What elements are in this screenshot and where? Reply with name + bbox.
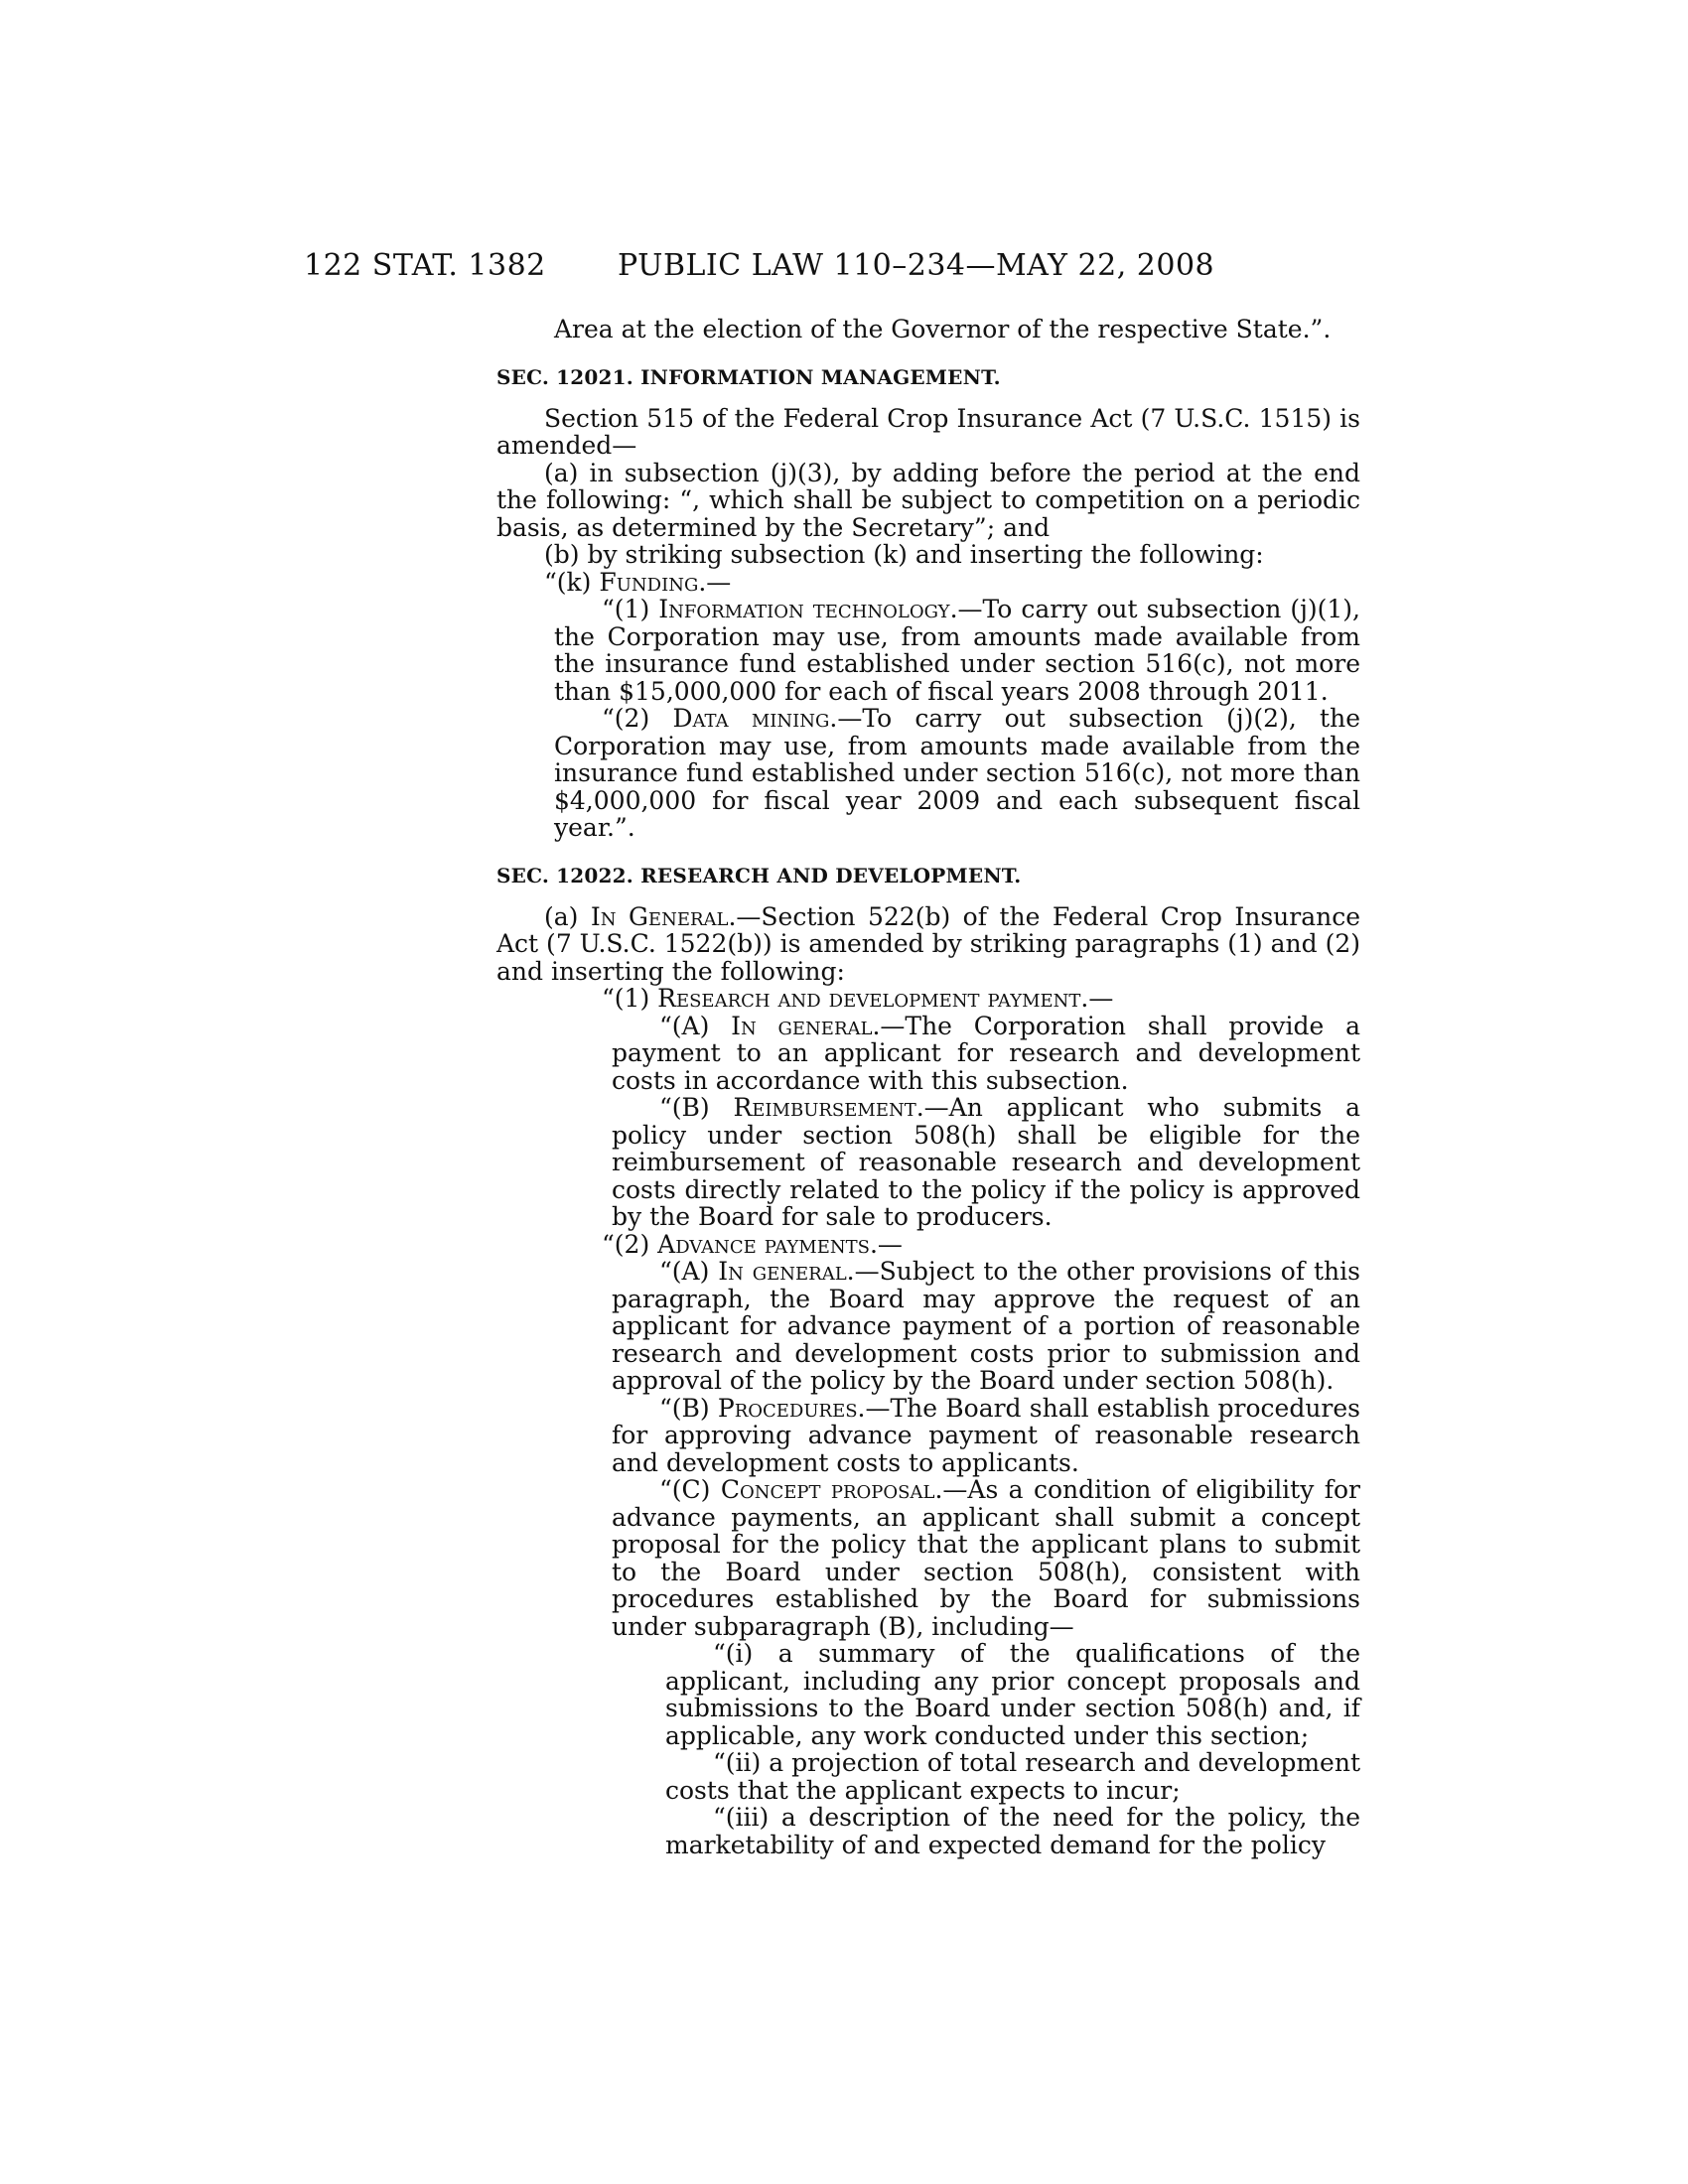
paragraph-2-C — [612, 1476, 1360, 1640]
statute-text — [496, 316, 1360, 1858]
k1-open: “(1) — [602, 595, 659, 623]
sec2-a-title: In General — [590, 901, 729, 931]
k1-title: Information technology — [658, 595, 950, 623]
paragraph-2-heading — [554, 1231, 1360, 1259]
sec2-a-open: (a) — [544, 901, 591, 931]
p1A-open: “(A) — [659, 1011, 732, 1040]
paragraph-1-B — [612, 1094, 1360, 1231]
subsection-k-open: “(k) — [544, 567, 600, 597]
p1B-text: .—An applicant who submits a policy under section 508(h) shall be eligible for the reimbursement of reasonable research and development costs directly related to the policy if the policy is approved by the Board for sale to producers. — [612, 1093, 1360, 1231]
subsection-k-title: Funding — [599, 567, 699, 597]
p2A-open: “(A) — [659, 1257, 719, 1286]
paragraph-1-heading — [554, 985, 1360, 1013]
p2-dash: .— — [869, 1229, 903, 1259]
p1A-title: In general — [731, 1011, 873, 1040]
p2A-text: .—Subject to the other provisions of this paragraph, the Board may approve the request of an applicant for advance payment of a portion of reasonable research and development costs prior to submission and approval of the policy by the Board under section 508(h). — [612, 1257, 1360, 1395]
subsection-k-dash: .— — [698, 567, 732, 597]
paragraph-2-B — [612, 1395, 1360, 1477]
paragraph-2-A — [612, 1258, 1360, 1395]
public-law-title: PUBLIC LAW 110–234—MAY 22, 2008 — [618, 248, 1215, 283]
section-heading-12022: SEC. 12022. RESEARCH AND DEVELOPMENT. — [496, 863, 1022, 887]
p1-dash: .— — [1080, 984, 1114, 1013]
p2-title: Advance payments — [657, 1229, 870, 1259]
subsection-k-heading — [496, 569, 1360, 597]
p2B-open: “(B) — [659, 1393, 718, 1423]
k2-title: Data mining — [672, 704, 830, 733]
k1-text: .—To carry out subsection (j)(1), the Corporation may use, from amounts made available from the insurance fund established under section 516(c), not more than $15,000,000 for each of fiscal years 2008 through 2011. — [554, 595, 1361, 706]
stat-page-reference: 122 STAT. 1382 — [304, 248, 546, 283]
k2-open: “(2) — [602, 704, 673, 733]
running-header — [0, 248, 1688, 288]
clause-iii: “(iii) a description of the need for the policy, the marketability of and expected demand for the policy — [665, 1803, 1360, 1859]
sec2-a-text: .—Section 522(b) of the Federal Crop Insurance Act (7 U.S.C. 1522(b)) is amended by striking paragraphs (1) and (2) and inserting the following: — [496, 901, 1360, 986]
p2B-text: .—The Board shall establish procedures for approving advance payment of reasonable research and development costs to applicants. — [612, 1393, 1360, 1477]
section-12021-para-b: (b) by striking subsection (k) and inserting the following: — [544, 540, 1264, 569]
clause-i: “(i) a summary of the qualifications of the applicant, including any prior concept proposals and submissions to the Board under section 508(h) and, if applicable, any work conducted under this section; — [665, 1639, 1360, 1750]
p2C-text: .—As a condition of eligibility for advance payments, an applicant shall submit a concept proposal for the policy that the applicant plans to submit to the Board under section 508(h), consistent with procedures established by the Board for submissions under subparagraph (B), including— — [612, 1475, 1360, 1641]
paragraph-1-A — [612, 1013, 1360, 1095]
p1-title: Research and development payment — [657, 984, 1081, 1013]
continued-paragraph: Area at the election of the Governor of the respective State.”. — [554, 315, 1332, 343]
p1A-text: .—The Corporation shall provide a payment to an applicant for research and development costs in accordance with this subsection. — [612, 1011, 1360, 1095]
subsection-k-para-1 — [554, 596, 1360, 705]
k2-text: .—To carry out subsection (j)(2), the Corporation may use, from amounts made available from the insurance fund established under section 516(c), not more than $4,000,000 for fiscal year 2009 and each subsequent fiscal year.”. — [554, 704, 1360, 842]
p2-open: “(2) — [602, 1229, 658, 1259]
p2A-title: In general — [718, 1257, 847, 1286]
p1B-open: “(B) — [659, 1093, 734, 1122]
section-12021-para-a: (a) in subsection (j)(3), by adding before the period at the end the following: “, which shall be subject to competition on a periodic basis, as determined by the Secretary”; and — [496, 458, 1360, 542]
p2C-title: Concept proposal — [720, 1475, 935, 1504]
section-12021-intro: Section 515 of the Federal Crop Insurance Act (7 U.S.C. 1515) is amended— — [496, 403, 1360, 460]
section-12022-para-a — [496, 903, 1360, 986]
p1B-title: Reimbursement — [733, 1093, 916, 1122]
p2C-open: “(C) — [659, 1475, 721, 1504]
section-heading-12021: SEC. 12021. INFORMATION MANAGEMENT. — [496, 364, 1001, 389]
subsection-k-para-2 — [554, 705, 1360, 842]
p1-open: “(1) — [602, 984, 658, 1013]
clause-ii: “(ii) a projection of total research and development costs that the applicant expects to incur; — [665, 1748, 1360, 1805]
p2B-title: Procedures — [717, 1393, 858, 1423]
